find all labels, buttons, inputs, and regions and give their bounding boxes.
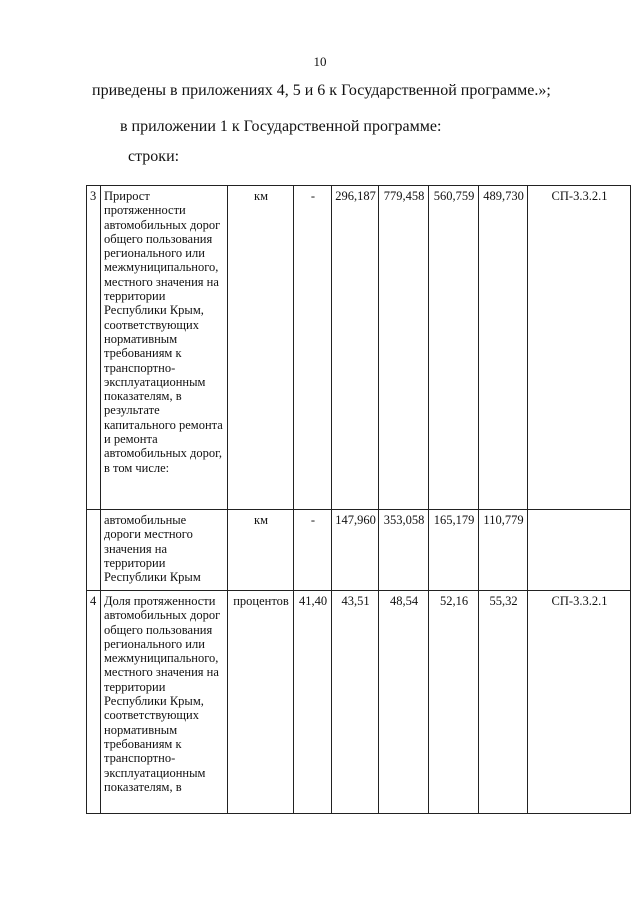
cell-value: 48,54 (379, 591, 429, 814)
cell-indicator-name: Доля протяженности автомобильных дорог общего пользования регионального или межмуниципального, местного значения на территории Республики Крым, соответствующих нормативным требованиям к транспортно-эксплуатационным показателям, в (101, 591, 228, 814)
text-line-appendix-ref: приведены в приложениях 4, 5 и 6 к Государственной программе.»; (92, 82, 551, 99)
cell-value: 489,730 (479, 186, 528, 510)
cell-value: 560,759 (429, 186, 479, 510)
cell-code (528, 510, 631, 591)
cell-code: СП-3.3.2.1 (528, 591, 631, 814)
cell-number: 4 (87, 591, 101, 814)
cell-value: 43,51 (332, 591, 379, 814)
cell-value: 296,187 (332, 186, 379, 510)
cell-value: 147,960 (332, 510, 379, 591)
cell-unit: км (228, 186, 294, 510)
cell-base-value: 41,40 (294, 591, 332, 814)
cell-value: 779,458 (379, 186, 429, 510)
cell-value: 165,179 (429, 510, 479, 591)
table-row (87, 510, 631, 591)
cell-code: СП-3.3.2.1 (528, 186, 631, 510)
cell-value: 353,058 (379, 510, 429, 591)
cell-value: 52,16 (429, 591, 479, 814)
text-line-rows-label: строки: (128, 148, 180, 165)
table-row (87, 591, 631, 814)
text-line-appendix-1: в приложении 1 к Государственной программе: (120, 118, 442, 135)
cell-value: 110,779 (479, 510, 528, 591)
cell-unit: процентов (228, 591, 294, 814)
indicators-table (86, 185, 631, 814)
cell-base-value: - (294, 186, 332, 510)
cell-base-value: - (294, 510, 332, 591)
table-row (87, 186, 631, 510)
page-number: 10 (313, 54, 327, 69)
cell-value: 55,32 (479, 591, 528, 814)
cell-unit: км (228, 510, 294, 591)
cell-indicator-name: автомобильные дороги местного значения на территории Республики Крым (101, 510, 228, 591)
cell-number (87, 510, 101, 591)
cell-number: 3 (87, 186, 101, 510)
cell-indicator-name: Прирост протяженности автомобильных дорог общего пользования регионального или межмуниципального, местного значения на территории Республики Крым, соответствующих нормативным требованиям к транспортно-эксплуатационным показателям, в результате капитального ремонта и ремонта автомобильных дорог, в том числе: (101, 186, 228, 510)
